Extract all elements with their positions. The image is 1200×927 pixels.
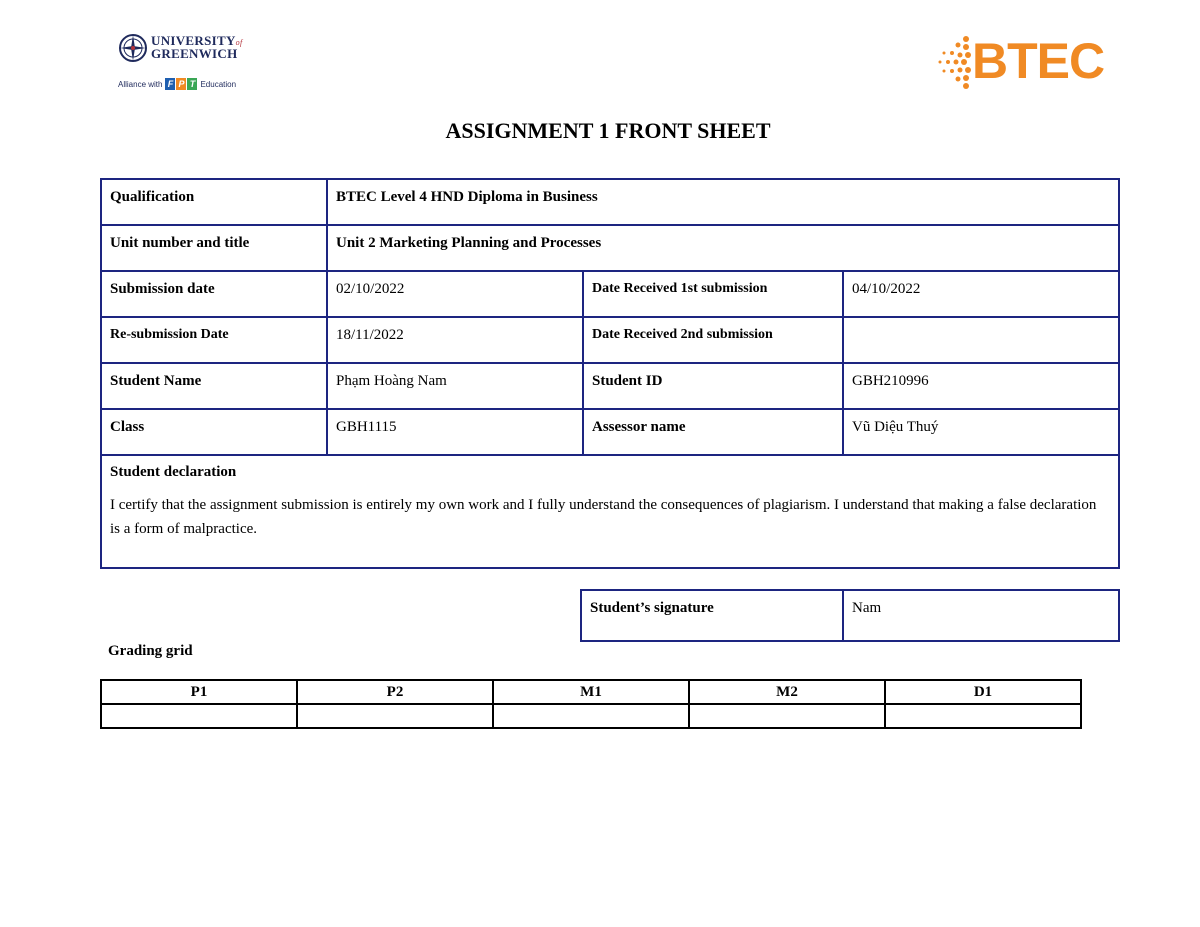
grade-p2-header: P2: [297, 680, 493, 704]
unit-label: Unit number and title: [101, 225, 327, 271]
grade-m1-cell: [493, 704, 689, 728]
student-name-label: Student Name: [101, 363, 327, 409]
resubmission-date-label: Re-submission Date: [101, 317, 327, 363]
resubmission-date-value: 18/11/2022: [327, 317, 583, 363]
table-row: [101, 455, 1119, 568]
table-row: [101, 409, 1119, 455]
alliance-text: Alliance with: [118, 79, 163, 89]
front-sheet-table: [100, 178, 1120, 569]
declaration-label: Student declaration: [110, 464, 237, 480]
university-of-greenwich-logo: [118, 33, 248, 93]
btec-wordmark: BTEC: [972, 33, 1105, 89]
fpt-letter-f: F: [165, 78, 175, 90]
page-title: ASSIGNMENT 1 FRONT SHEET: [445, 118, 771, 143]
student-name-value: Phạm Hoàng Nam: [327, 363, 583, 409]
grade-d1-header: D1: [885, 680, 1081, 704]
declaration-cell: [101, 455, 1119, 568]
grade-m2-cell: [689, 704, 885, 728]
signature-value: Nam: [843, 590, 1119, 641]
unit-value: Unit 2 Marketing Planning and Processes: [327, 225, 1119, 271]
student-id-value: GBH210996: [843, 363, 1119, 409]
table-row: [101, 225, 1119, 271]
qualification-label: Qualification: [101, 179, 327, 225]
fpt-alliance: [118, 78, 236, 90]
signature-label: Student’s signature: [581, 590, 843, 641]
greenwich-logo-line2: GREENWICH: [151, 46, 238, 61]
grading-value-row: [101, 704, 1081, 728]
grading-header-row: [101, 680, 1081, 704]
assessor-value: Vũ Diệu Thuý: [843, 409, 1119, 455]
grading-grid-label: Grading grid: [108, 643, 193, 659]
signature-table: [580, 589, 1120, 642]
grade-m2-header: M2: [689, 680, 885, 704]
btec-dots-icon: [936, 35, 976, 89]
table-row: [101, 363, 1119, 409]
grade-p1-cell: [101, 704, 297, 728]
grading-grid-table: [100, 679, 1082, 729]
grade-p2-cell: [297, 704, 493, 728]
compass-crest-icon: [118, 33, 148, 63]
grade-m1-header: M1: [493, 680, 689, 704]
greenwich-logo-line1: UNIVERSITY: [151, 33, 236, 48]
class-value: GBH1115: [327, 409, 583, 455]
greenwich-logo-of: of: [235, 38, 243, 47]
grade-p1-header: P1: [101, 680, 297, 704]
class-label: Class: [101, 409, 327, 455]
fpt-logo: [165, 78, 197, 90]
assessor-label: Assessor name: [583, 409, 843, 455]
received-first-value: 04/10/2022: [843, 271, 1119, 317]
fpt-letter-p: P: [178, 79, 185, 89]
table-row: [101, 317, 1119, 363]
grade-d1-cell: [885, 704, 1081, 728]
submission-date-value: 02/10/2022: [327, 271, 583, 317]
fpt-letter-t: T: [187, 78, 197, 90]
declaration-text: I certify that the assignment submission is entirely my own work and I fully understand the consequences of plagiarism. I understand that making a false declaration is a form of malpractice.: [110, 497, 1097, 537]
received-second-value: [843, 317, 1119, 363]
education-text: Education: [200, 79, 237, 89]
table-row: [581, 590, 1119, 641]
btec-logo: [936, 33, 1121, 93]
qualification-value: BTEC Level 4 HND Diploma in Business: [327, 179, 1119, 225]
submission-date-label: Submission date: [101, 271, 327, 317]
received-first-label: Date Received 1st submission: [583, 271, 843, 317]
received-second-label: Date Received 2nd submission: [583, 317, 843, 363]
table-row: [101, 179, 1119, 225]
student-id-label: Student ID: [583, 363, 843, 409]
table-row: [101, 271, 1119, 317]
